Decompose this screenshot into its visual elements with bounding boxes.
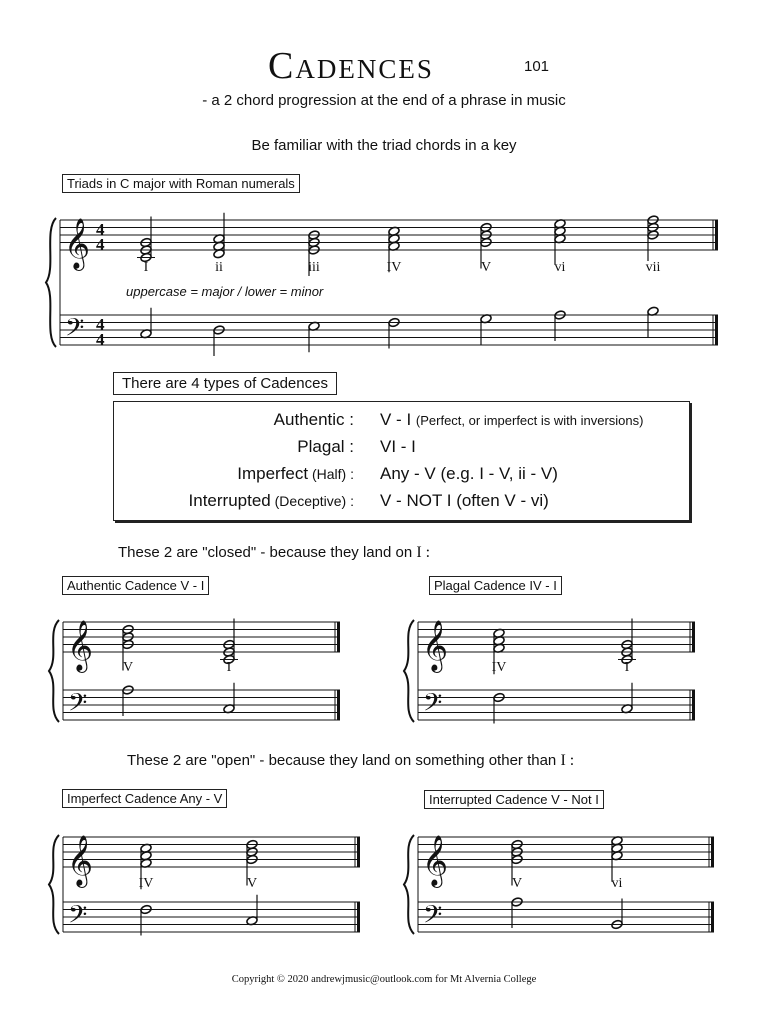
- type-row-authentic: Authentic : V - I (Perfect, or imperfect is with inversions): [273, 410, 644, 429]
- major-minor-note: uppercase = major / lower = minor: [126, 284, 324, 299]
- roman-numeral: vi: [554, 260, 566, 275]
- type-name: Plagal :: [297, 437, 354, 456]
- roman-numeral: V: [511, 876, 523, 891]
- bass-clef-icon: 𝄢: [68, 900, 88, 936]
- roman-numeral: ii: [215, 260, 223, 275]
- interrupted-system-brace: [404, 835, 414, 934]
- plagal-label: Plagal Cadence IV - I: [429, 576, 562, 595]
- type-desc: Any - V (e.g. I - V, ii - V): [380, 464, 558, 483]
- roman-numeral: V: [122, 660, 134, 675]
- bass-clef-icon: 𝄢: [68, 688, 88, 724]
- type-row-interrupted: Interrupted (Deceptive) : V - NOT I (often V - vi): [188, 491, 549, 510]
- type-row-imperfect: Imperfect (Half) : Any - V (e.g. I - V, ii - V): [237, 464, 558, 483]
- roman-numeral: IV: [386, 260, 402, 275]
- triads-system-brace: [46, 218, 56, 347]
- roman-numeral: vii: [645, 260, 661, 275]
- time-signature-top: 4: [96, 315, 105, 334]
- type-row-plagal: [114, 437, 689, 463]
- imperfect-label: Imperfect Cadence Any - V: [62, 789, 227, 808]
- authentic-label: Authentic Cadence V - I: [62, 576, 209, 595]
- roman-numeral: I: [226, 660, 232, 675]
- page-number: 101: [524, 58, 550, 75]
- page-title: Cadences: [268, 45, 434, 87]
- type-name: Authentic :: [273, 410, 354, 429]
- roman-numeral: I: [624, 660, 630, 675]
- triads-label: Triads in C major with Roman numerals: [62, 174, 300, 193]
- roman-numeral: IV: [491, 660, 507, 675]
- roman-numeral: V: [480, 260, 492, 275]
- treble-clef-icon: 𝄞: [67, 620, 94, 671]
- authentic-system-brace: [49, 620, 59, 722]
- bass-clef-icon: 𝄢: [423, 688, 443, 724]
- interrupted-label: Interrupted Cadence V - Not I: [424, 790, 604, 809]
- time-signature-bottom: 4: [96, 235, 105, 254]
- closed-heading: These 2 are "closed" - because they land on I :: [118, 544, 431, 561]
- type-desc: VI - I: [380, 437, 416, 456]
- roman-numeral: iii: [308, 260, 320, 275]
- cadence-types-table: [113, 401, 690, 521]
- type-desc: V - I: [380, 410, 412, 429]
- roman-numeral: IV: [138, 876, 154, 891]
- type-name: Interrupted: [188, 491, 271, 510]
- plagal-system-brace: [404, 620, 414, 722]
- time-signature-bottom: 4: [96, 330, 105, 349]
- subtitle: - a 2 chord progression at the end of a phrase in music: [202, 92, 566, 109]
- roman-numeral: I: [143, 260, 149, 275]
- bass-clef-icon: 𝄢: [65, 313, 85, 349]
- time-signature-top: 4: [96, 220, 105, 239]
- intro-text: Be familiar with the triad chords in a key: [251, 137, 517, 154]
- type-desc: V - NOT I (often V - vi): [380, 491, 549, 510]
- type-name: Imperfect: [237, 464, 309, 483]
- roman-numeral: vi: [611, 876, 623, 891]
- imperfect-system-brace: [49, 835, 59, 934]
- treble-clef-icon: 𝄞: [422, 835, 449, 886]
- types-heading: There are 4 types of Cadences: [113, 372, 337, 395]
- treble-clef-icon: 𝄞: [67, 835, 94, 886]
- copyright-footer: Copyright © 2020 andrewjmusic@outlook.com for Mt Alvernia College: [231, 974, 537, 985]
- treble-clef-icon: 𝄞: [422, 620, 449, 671]
- open-heading: These 2 are "open" - because they land on something other than I :: [127, 752, 575, 769]
- roman-numeral: V: [246, 876, 258, 891]
- bass-clef-icon: 𝄢: [423, 900, 443, 936]
- treble-clef-icon: 𝄞: [64, 218, 91, 269]
